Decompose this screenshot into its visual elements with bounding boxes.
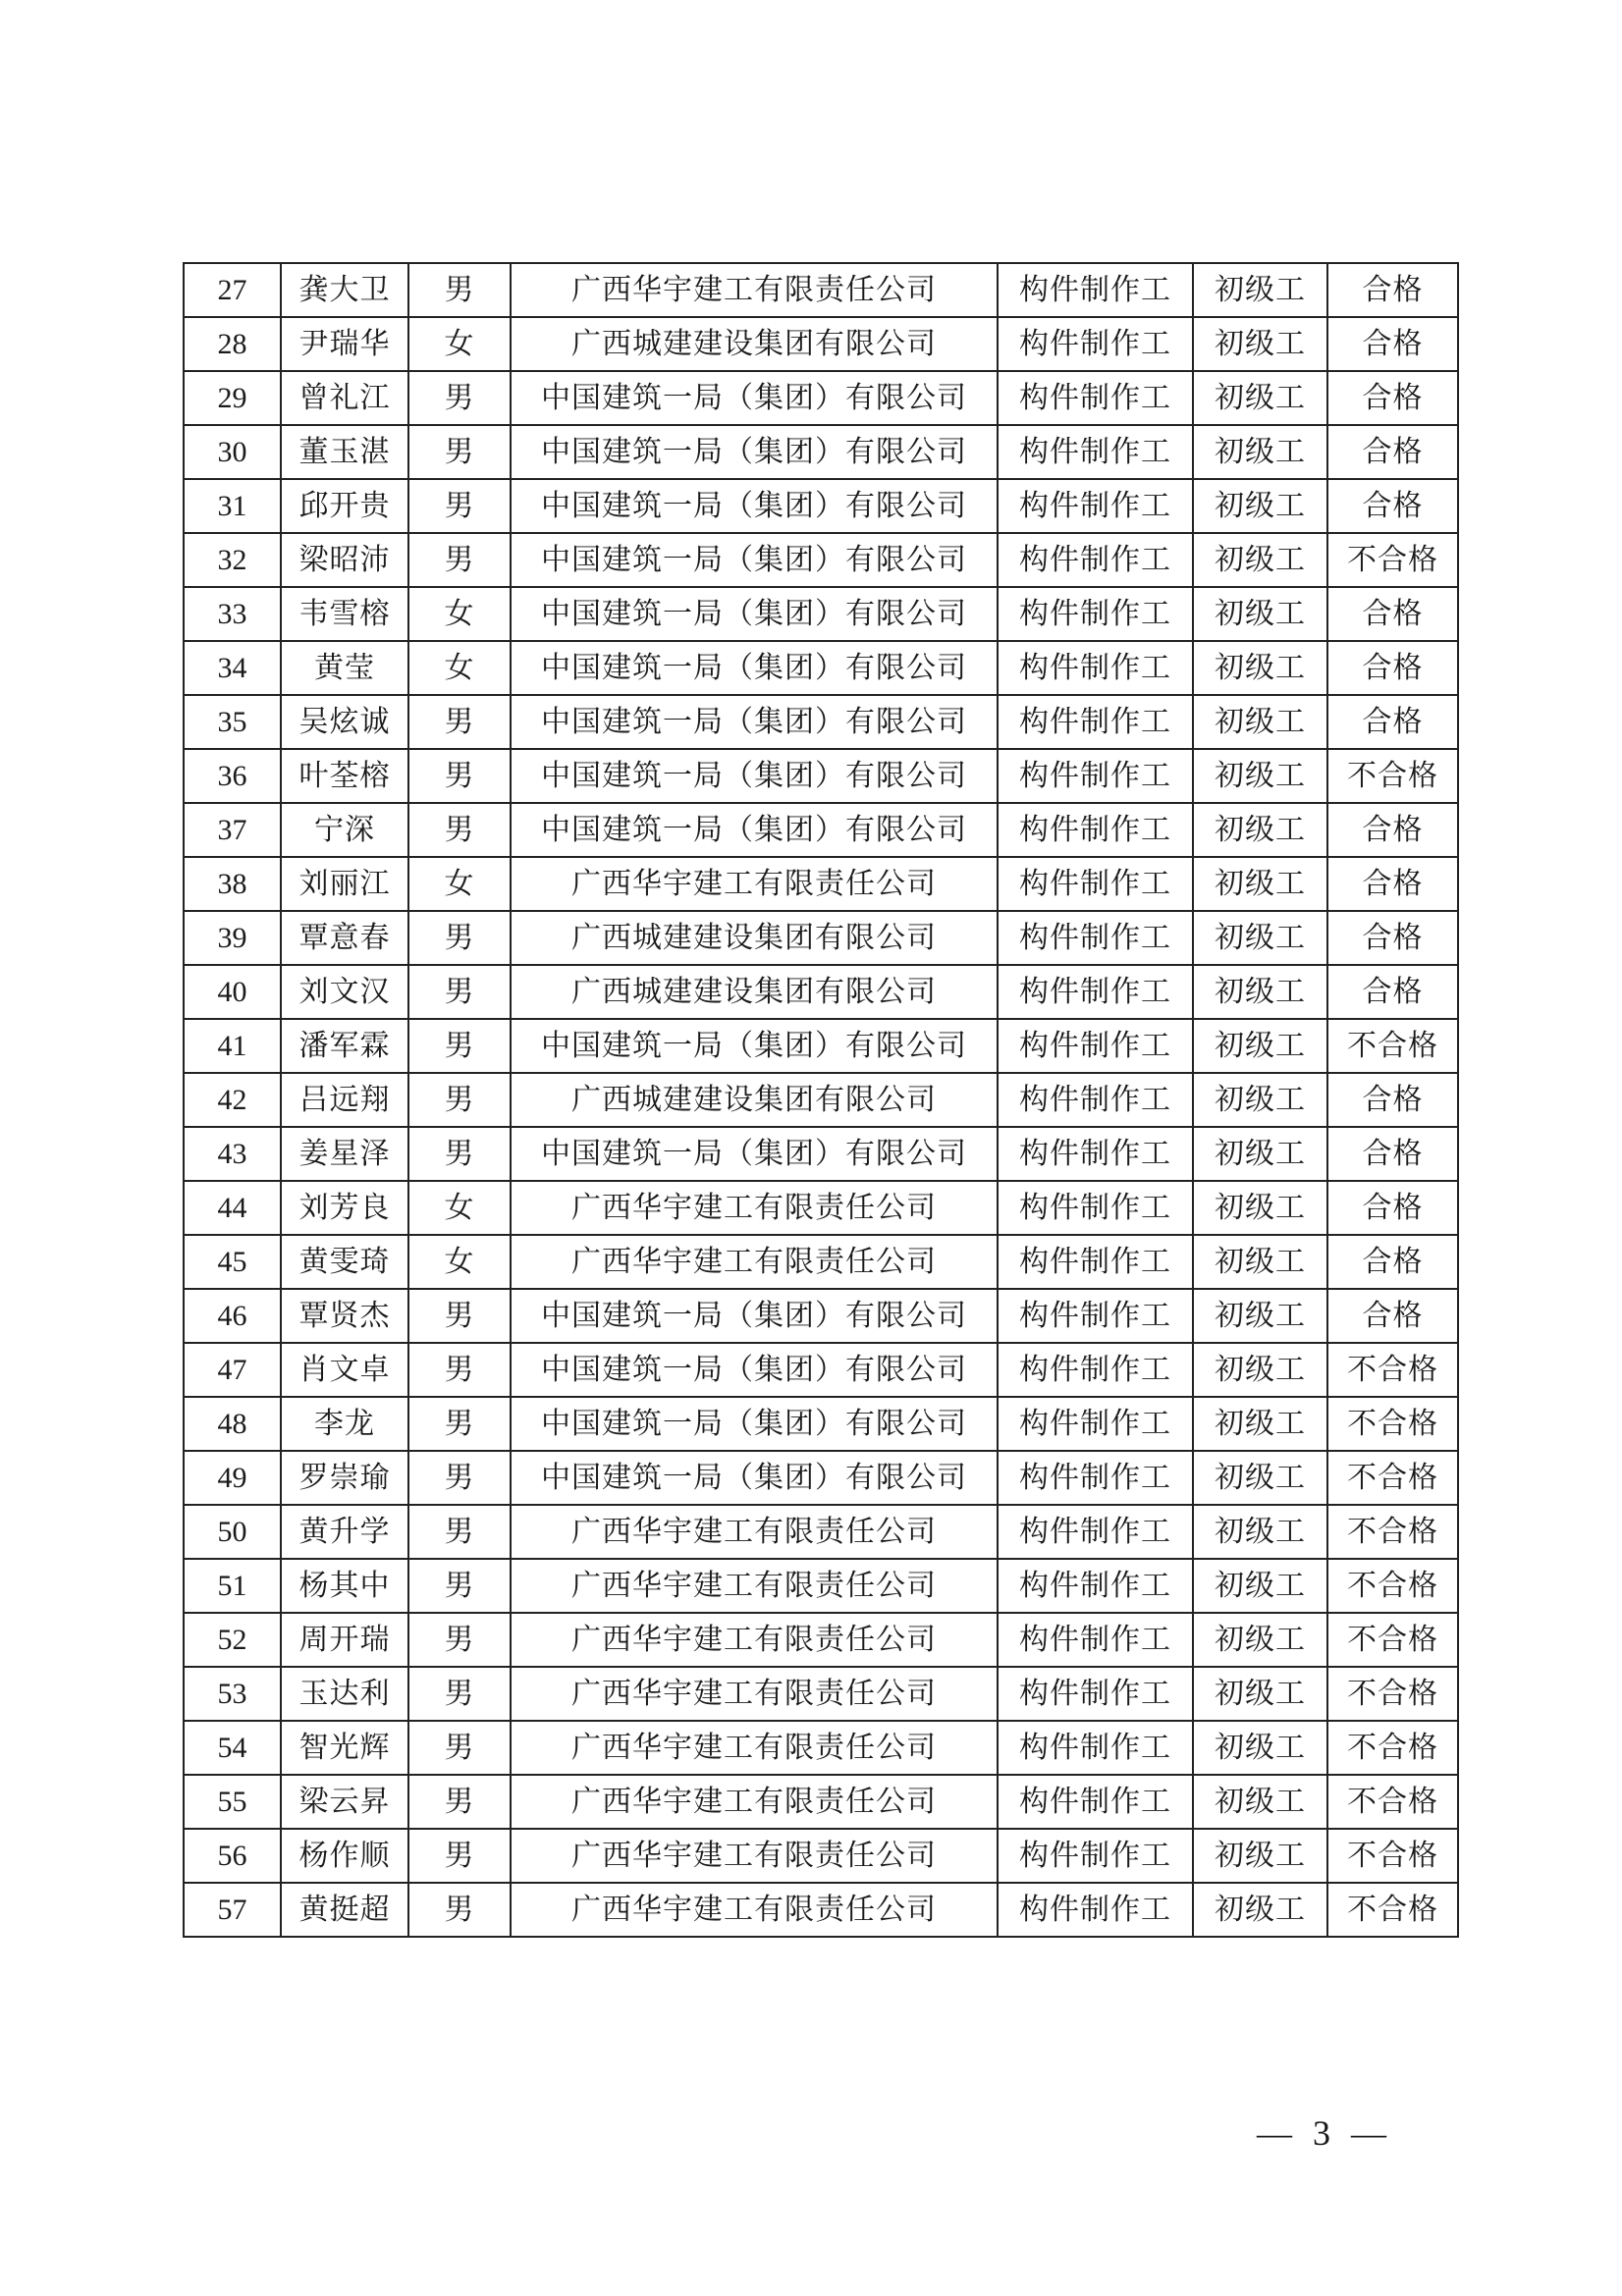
cell-gender: 女 bbox=[408, 317, 511, 371]
cell-number: 57 bbox=[184, 1883, 281, 1937]
cell-trade: 构件制作工 bbox=[998, 1397, 1193, 1451]
cell-company: 中国建筑一局（集团）有限公司 bbox=[511, 371, 998, 425]
cell-trade: 构件制作工 bbox=[998, 857, 1193, 911]
cell-company: 中国建筑一局（集团）有限公司 bbox=[511, 1019, 998, 1073]
cell-gender: 女 bbox=[408, 587, 511, 641]
cell-number: 41 bbox=[184, 1019, 281, 1073]
cell-result: 不合格 bbox=[1327, 1019, 1458, 1073]
cell-trade: 构件制作工 bbox=[998, 1073, 1193, 1127]
cell-company: 广西华宇建工有限责任公司 bbox=[511, 1505, 998, 1559]
cell-company: 广西城建建设集团有限公司 bbox=[511, 911, 998, 965]
cell-level: 初级工 bbox=[1193, 911, 1327, 965]
cell-level: 初级工 bbox=[1193, 371, 1327, 425]
cell-company: 中国建筑一局（集团）有限公司 bbox=[511, 1451, 998, 1505]
cell-number: 33 bbox=[184, 587, 281, 641]
cell-name: 姜星泽 bbox=[281, 1127, 408, 1181]
table-row bbox=[184, 1235, 1458, 1289]
cell-gender: 男 bbox=[408, 1721, 511, 1775]
cell-level: 初级工 bbox=[1193, 1235, 1327, 1289]
cell-number: 32 bbox=[184, 533, 281, 587]
cell-result: 合格 bbox=[1327, 1073, 1458, 1127]
cell-trade: 构件制作工 bbox=[998, 1721, 1193, 1775]
cell-name: 吕远翔 bbox=[281, 1073, 408, 1127]
cell-company: 广西华宇建工有限责任公司 bbox=[511, 1667, 998, 1721]
cell-name: 宁深 bbox=[281, 803, 408, 857]
table-row bbox=[184, 1181, 1458, 1235]
cell-number: 44 bbox=[184, 1181, 281, 1235]
cell-trade: 构件制作工 bbox=[998, 371, 1193, 425]
cell-result: 合格 bbox=[1327, 911, 1458, 965]
cell-trade: 构件制作工 bbox=[998, 1559, 1193, 1613]
cell-gender: 男 bbox=[408, 1505, 511, 1559]
cell-company: 广西华宇建工有限责任公司 bbox=[511, 1559, 998, 1613]
cell-name: 李龙 bbox=[281, 1397, 408, 1451]
cell-gender: 女 bbox=[408, 1235, 511, 1289]
cell-level: 初级工 bbox=[1193, 263, 1327, 317]
cell-result: 不合格 bbox=[1327, 1775, 1458, 1829]
cell-level: 初级工 bbox=[1193, 695, 1327, 749]
cell-company: 广西华宇建工有限责任公司 bbox=[511, 1721, 998, 1775]
cell-gender: 男 bbox=[408, 1397, 511, 1451]
cell-gender: 男 bbox=[408, 1019, 511, 1073]
cell-name: 刘芳良 bbox=[281, 1181, 408, 1235]
cell-number: 28 bbox=[184, 317, 281, 371]
table-row bbox=[184, 263, 1458, 317]
cell-company: 广西城建建设集团有限公司 bbox=[511, 317, 998, 371]
cell-name: 邱开贵 bbox=[281, 479, 408, 533]
cell-company: 中国建筑一局（集团）有限公司 bbox=[511, 749, 998, 803]
cell-trade: 构件制作工 bbox=[998, 425, 1193, 479]
table-row bbox=[184, 1829, 1458, 1883]
cell-name: 周开瑞 bbox=[281, 1613, 408, 1667]
cell-level: 初级工 bbox=[1193, 1289, 1327, 1343]
cell-name: 刘文汉 bbox=[281, 965, 408, 1019]
cell-name: 杨其中 bbox=[281, 1559, 408, 1613]
cell-result: 不合格 bbox=[1327, 1451, 1458, 1505]
cell-name: 梁云昇 bbox=[281, 1775, 408, 1829]
cell-name: 黄挺超 bbox=[281, 1883, 408, 1937]
cell-name: 梁昭沛 bbox=[281, 533, 408, 587]
cell-name: 刘丽江 bbox=[281, 857, 408, 911]
cell-company: 广西华宇建工有限责任公司 bbox=[511, 263, 998, 317]
cell-number: 52 bbox=[184, 1613, 281, 1667]
table-row bbox=[184, 1451, 1458, 1505]
table-row bbox=[184, 1343, 1458, 1397]
cell-result: 合格 bbox=[1327, 425, 1458, 479]
cell-company: 中国建筑一局（集团）有限公司 bbox=[511, 533, 998, 587]
cell-level: 初级工 bbox=[1193, 587, 1327, 641]
cell-result: 不合格 bbox=[1327, 533, 1458, 587]
cell-number: 45 bbox=[184, 1235, 281, 1289]
cell-level: 初级工 bbox=[1193, 479, 1327, 533]
cell-level: 初级工 bbox=[1193, 1181, 1327, 1235]
cell-company: 中国建筑一局（集团）有限公司 bbox=[511, 587, 998, 641]
cell-result: 合格 bbox=[1327, 587, 1458, 641]
cell-number: 49 bbox=[184, 1451, 281, 1505]
cell-name: 覃贤杰 bbox=[281, 1289, 408, 1343]
cell-result: 不合格 bbox=[1327, 1397, 1458, 1451]
cell-trade: 构件制作工 bbox=[998, 965, 1193, 1019]
cell-number: 27 bbox=[184, 263, 281, 317]
cell-company: 广西华宇建工有限责任公司 bbox=[511, 1613, 998, 1667]
cell-name: 尹瑞华 bbox=[281, 317, 408, 371]
cell-name: 叶荃榕 bbox=[281, 749, 408, 803]
cell-gender: 男 bbox=[408, 425, 511, 479]
table-row bbox=[184, 371, 1458, 425]
cell-result: 不合格 bbox=[1327, 1883, 1458, 1937]
cell-name: 董玉湛 bbox=[281, 425, 408, 479]
cell-result: 合格 bbox=[1327, 803, 1458, 857]
cell-company: 广西华宇建工有限责任公司 bbox=[511, 857, 998, 911]
cell-name: 黄升学 bbox=[281, 1505, 408, 1559]
cell-level: 初级工 bbox=[1193, 1667, 1327, 1721]
cell-result: 不合格 bbox=[1327, 1721, 1458, 1775]
cell-result: 合格 bbox=[1327, 641, 1458, 695]
cell-level: 初级工 bbox=[1193, 641, 1327, 695]
table-row bbox=[184, 1073, 1458, 1127]
cell-company: 广西华宇建工有限责任公司 bbox=[511, 1829, 998, 1883]
cell-name: 覃意春 bbox=[281, 911, 408, 965]
cell-number: 30 bbox=[184, 425, 281, 479]
cell-number: 29 bbox=[184, 371, 281, 425]
cell-gender: 男 bbox=[408, 1883, 511, 1937]
table-row bbox=[184, 857, 1458, 911]
cell-name: 智光辉 bbox=[281, 1721, 408, 1775]
table-row bbox=[184, 641, 1458, 695]
cell-result: 合格 bbox=[1327, 1181, 1458, 1235]
cell-company: 广西华宇建工有限责任公司 bbox=[511, 1883, 998, 1937]
page-number: — 3 — bbox=[1257, 2113, 1392, 2153]
cell-level: 初级工 bbox=[1193, 425, 1327, 479]
cell-level: 初级工 bbox=[1193, 1505, 1327, 1559]
cell-level: 初级工 bbox=[1193, 1775, 1327, 1829]
cell-level: 初级工 bbox=[1193, 1019, 1327, 1073]
table-row bbox=[184, 1883, 1458, 1937]
cell-trade: 构件制作工 bbox=[998, 1451, 1193, 1505]
cell-gender: 女 bbox=[408, 1181, 511, 1235]
cell-company: 中国建筑一局（集团）有限公司 bbox=[511, 695, 998, 749]
cell-trade: 构件制作工 bbox=[998, 1019, 1193, 1073]
cell-company: 广西华宇建工有限责任公司 bbox=[511, 1235, 998, 1289]
cell-number: 42 bbox=[184, 1073, 281, 1127]
table-row bbox=[184, 911, 1458, 965]
cell-number: 54 bbox=[184, 1721, 281, 1775]
table-row bbox=[184, 425, 1458, 479]
cell-gender: 男 bbox=[408, 1289, 511, 1343]
table-row bbox=[184, 1505, 1458, 1559]
cell-name: 黄雯琦 bbox=[281, 1235, 408, 1289]
cell-trade: 构件制作工 bbox=[998, 1343, 1193, 1397]
table-row bbox=[184, 1127, 1458, 1181]
cell-number: 55 bbox=[184, 1775, 281, 1829]
cell-trade: 构件制作工 bbox=[998, 1829, 1193, 1883]
cell-name: 黄莹 bbox=[281, 641, 408, 695]
table-row bbox=[184, 695, 1458, 749]
cell-number: 50 bbox=[184, 1505, 281, 1559]
cell-level: 初级工 bbox=[1193, 1073, 1327, 1127]
cell-result: 不合格 bbox=[1327, 1667, 1458, 1721]
cell-trade: 构件制作工 bbox=[998, 803, 1193, 857]
cell-result: 合格 bbox=[1327, 1289, 1458, 1343]
cell-number: 46 bbox=[184, 1289, 281, 1343]
cell-level: 初级工 bbox=[1193, 533, 1327, 587]
cell-trade: 构件制作工 bbox=[998, 1181, 1193, 1235]
cell-level: 初级工 bbox=[1193, 1721, 1327, 1775]
cell-level: 初级工 bbox=[1193, 1127, 1327, 1181]
table-row bbox=[184, 1667, 1458, 1721]
cell-result: 合格 bbox=[1327, 857, 1458, 911]
cell-company: 中国建筑一局（集团）有限公司 bbox=[511, 1289, 998, 1343]
cell-number: 35 bbox=[184, 695, 281, 749]
table-row bbox=[184, 317, 1458, 371]
cell-company: 广西城建建设集团有限公司 bbox=[511, 965, 998, 1019]
table-row bbox=[184, 1289, 1458, 1343]
cell-trade: 构件制作工 bbox=[998, 1775, 1193, 1829]
table-row bbox=[184, 1397, 1458, 1451]
cell-company: 中国建筑一局（集团）有限公司 bbox=[511, 1127, 998, 1181]
cell-gender: 男 bbox=[408, 1667, 511, 1721]
cell-trade: 构件制作工 bbox=[998, 479, 1193, 533]
table-row bbox=[184, 1721, 1458, 1775]
cell-number: 39 bbox=[184, 911, 281, 965]
cell-level: 初级工 bbox=[1193, 317, 1327, 371]
cell-gender: 男 bbox=[408, 1451, 511, 1505]
cell-trade: 构件制作工 bbox=[998, 587, 1193, 641]
cell-company: 中国建筑一局（集团）有限公司 bbox=[511, 1343, 998, 1397]
cell-company: 中国建筑一局（集团）有限公司 bbox=[511, 479, 998, 533]
table-row bbox=[184, 533, 1458, 587]
cell-level: 初级工 bbox=[1193, 965, 1327, 1019]
cell-gender: 男 bbox=[408, 1613, 511, 1667]
cell-name: 韦雪榕 bbox=[281, 587, 408, 641]
cell-name: 罗崇瑜 bbox=[281, 1451, 408, 1505]
cell-gender: 男 bbox=[408, 1073, 511, 1127]
cell-name: 龚大卫 bbox=[281, 263, 408, 317]
cell-result: 合格 bbox=[1327, 965, 1458, 1019]
cell-company: 中国建筑一局（集团）有限公司 bbox=[511, 641, 998, 695]
cell-company: 广西华宇建工有限责任公司 bbox=[511, 1181, 998, 1235]
cell-trade: 构件制作工 bbox=[998, 1235, 1193, 1289]
cell-trade: 构件制作工 bbox=[998, 1289, 1193, 1343]
cell-level: 初级工 bbox=[1193, 803, 1327, 857]
cell-result: 合格 bbox=[1327, 1127, 1458, 1181]
table-row bbox=[184, 965, 1458, 1019]
cell-trade: 构件制作工 bbox=[998, 1127, 1193, 1181]
cell-gender: 女 bbox=[408, 641, 511, 695]
table-row bbox=[184, 479, 1458, 533]
cell-number: 43 bbox=[184, 1127, 281, 1181]
cell-name: 潘军霖 bbox=[281, 1019, 408, 1073]
cell-trade: 构件制作工 bbox=[998, 263, 1193, 317]
cell-result: 不合格 bbox=[1327, 1343, 1458, 1397]
table-row bbox=[184, 1775, 1458, 1829]
cell-gender: 女 bbox=[408, 857, 511, 911]
cell-level: 初级工 bbox=[1193, 857, 1327, 911]
cell-company: 中国建筑一局（集团）有限公司 bbox=[511, 1397, 998, 1451]
cell-level: 初级工 bbox=[1193, 1343, 1327, 1397]
cell-number: 37 bbox=[184, 803, 281, 857]
cell-gender: 男 bbox=[408, 263, 511, 317]
cell-trade: 构件制作工 bbox=[998, 1505, 1193, 1559]
cell-result: 不合格 bbox=[1327, 1505, 1458, 1559]
cell-result: 不合格 bbox=[1327, 1559, 1458, 1613]
cell-gender: 男 bbox=[408, 965, 511, 1019]
table-row bbox=[184, 587, 1458, 641]
cell-number: 36 bbox=[184, 749, 281, 803]
cell-result: 合格 bbox=[1327, 479, 1458, 533]
cell-result: 合格 bbox=[1327, 263, 1458, 317]
cell-level: 初级工 bbox=[1193, 749, 1327, 803]
cell-gender: 男 bbox=[408, 1559, 511, 1613]
cell-level: 初级工 bbox=[1193, 1559, 1327, 1613]
cell-number: 38 bbox=[184, 857, 281, 911]
cell-gender: 男 bbox=[408, 1775, 511, 1829]
cell-number: 56 bbox=[184, 1829, 281, 1883]
table-row bbox=[184, 1559, 1458, 1613]
cell-company: 广西城建建设集团有限公司 bbox=[511, 1073, 998, 1127]
cell-trade: 构件制作工 bbox=[998, 641, 1193, 695]
cell-gender: 男 bbox=[408, 1127, 511, 1181]
cell-number: 40 bbox=[184, 965, 281, 1019]
cell-result: 不合格 bbox=[1327, 1829, 1458, 1883]
cell-level: 初级工 bbox=[1193, 1883, 1327, 1937]
cell-trade: 构件制作工 bbox=[998, 1883, 1193, 1937]
cell-number: 48 bbox=[184, 1397, 281, 1451]
cell-name: 曾礼江 bbox=[281, 371, 408, 425]
cell-number: 51 bbox=[184, 1559, 281, 1613]
table-row bbox=[184, 749, 1458, 803]
cell-name: 吴炫诚 bbox=[281, 695, 408, 749]
cell-trade: 构件制作工 bbox=[998, 1667, 1193, 1721]
cell-gender: 男 bbox=[408, 749, 511, 803]
cell-name: 肖文卓 bbox=[281, 1343, 408, 1397]
cell-company: 广西华宇建工有限责任公司 bbox=[511, 1775, 998, 1829]
cell-gender: 男 bbox=[408, 911, 511, 965]
cell-number: 53 bbox=[184, 1667, 281, 1721]
cell-level: 初级工 bbox=[1193, 1451, 1327, 1505]
cell-number: 31 bbox=[184, 479, 281, 533]
cell-number: 34 bbox=[184, 641, 281, 695]
cell-level: 初级工 bbox=[1193, 1397, 1327, 1451]
cell-result: 合格 bbox=[1327, 695, 1458, 749]
cell-gender: 男 bbox=[408, 1343, 511, 1397]
table-row bbox=[184, 1019, 1458, 1073]
cell-result: 合格 bbox=[1327, 371, 1458, 425]
results-table bbox=[183, 262, 1459, 1938]
cell-result: 不合格 bbox=[1327, 1613, 1458, 1667]
cell-company: 中国建筑一局（集团）有限公司 bbox=[511, 803, 998, 857]
cell-name: 杨作顺 bbox=[281, 1829, 408, 1883]
cell-level: 初级工 bbox=[1193, 1829, 1327, 1883]
cell-trade: 构件制作工 bbox=[998, 749, 1193, 803]
cell-gender: 男 bbox=[408, 371, 511, 425]
cell-gender: 男 bbox=[408, 533, 511, 587]
cell-trade: 构件制作工 bbox=[998, 533, 1193, 587]
cell-trade: 构件制作工 bbox=[998, 1613, 1193, 1667]
table-row bbox=[184, 1613, 1458, 1667]
cell-name: 玉达利 bbox=[281, 1667, 408, 1721]
cell-result: 合格 bbox=[1327, 1235, 1458, 1289]
cell-trade: 构件制作工 bbox=[998, 911, 1193, 965]
cell-gender: 男 bbox=[408, 479, 511, 533]
cell-trade: 构件制作工 bbox=[998, 317, 1193, 371]
cell-result: 不合格 bbox=[1327, 749, 1458, 803]
table-row bbox=[184, 803, 1458, 857]
results-table-body bbox=[184, 263, 1458, 1937]
cell-result: 合格 bbox=[1327, 317, 1458, 371]
cell-trade: 构件制作工 bbox=[998, 695, 1193, 749]
cell-gender: 男 bbox=[408, 1829, 511, 1883]
cell-gender: 男 bbox=[408, 695, 511, 749]
cell-number: 47 bbox=[184, 1343, 281, 1397]
cell-company: 中国建筑一局（集团）有限公司 bbox=[511, 425, 998, 479]
cell-gender: 男 bbox=[408, 803, 511, 857]
cell-level: 初级工 bbox=[1193, 1613, 1327, 1667]
